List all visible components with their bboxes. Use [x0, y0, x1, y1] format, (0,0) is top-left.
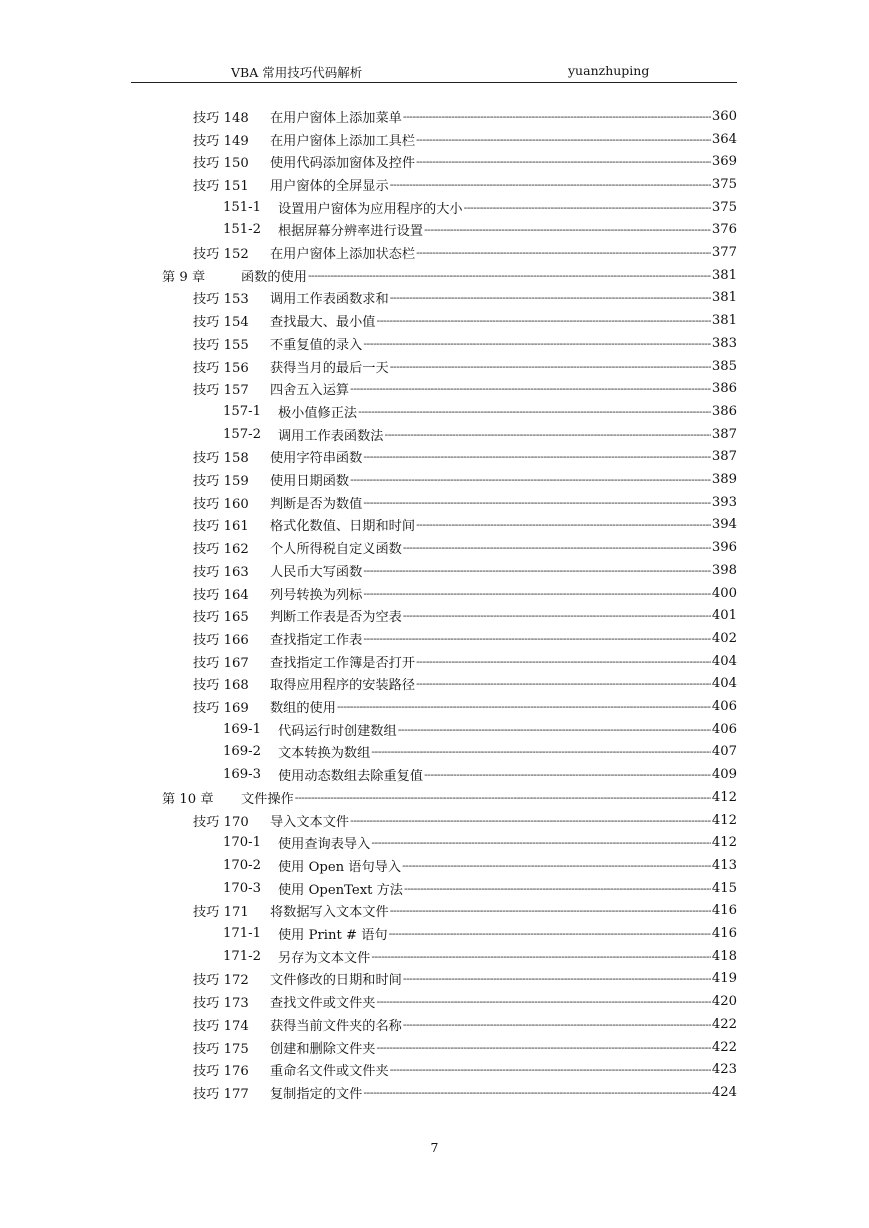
toc-entry-number: 技巧 151 — [193, 178, 249, 194]
toc-entry-title: 使用动态数组去除重复值 — [278, 769, 424, 785]
toc-entry-title: 创建和删除文件夹 — [270, 1041, 376, 1057]
toc-entry-page: 406 — [711, 699, 737, 715]
toc-entry-number: 技巧 168 — [193, 678, 249, 694]
toc-entry-title: 调用工作表函数求和 — [270, 292, 389, 308]
toc-dot-leader — [390, 1063, 711, 1076]
toc-entry-page: 398 — [711, 562, 737, 578]
toc-entry-page: 400 — [711, 585, 737, 601]
toc-dot-leader — [402, 859, 711, 872]
toc-dot-leader — [416, 677, 711, 690]
toc-entry-number: 169-3 — [223, 767, 262, 783]
toc-entry-number: 技巧 170 — [193, 814, 249, 830]
toc-entry-number: 技巧 171 — [193, 905, 249, 921]
toc-entry-page: 364 — [711, 131, 737, 147]
toc-entry-page: 386 — [711, 403, 737, 419]
toc-tip-entry[interactable] — [193, 514, 737, 537]
toc-entry-title: 获得当月的最后一天 — [270, 360, 389, 376]
toc-dot-leader — [363, 587, 711, 600]
toc-entry-page: 419 — [711, 971, 737, 987]
toc-entry-number: 技巧 169 — [193, 701, 249, 717]
toc-entry-page: 422 — [711, 1016, 737, 1032]
toc-entry-title: 数组的使用 — [270, 701, 336, 717]
toc-dot-leader — [308, 269, 711, 282]
toc-tip-entry[interactable] — [193, 446, 737, 469]
toc-entry-page: 376 — [711, 222, 737, 238]
toc-entry-page: 387 — [711, 426, 737, 442]
toc-entry-page: 416 — [711, 926, 737, 942]
toc-entry-title: 根据屏幕分辨率进行设置 — [278, 224, 424, 240]
toc-dot-leader — [350, 473, 711, 486]
toc-tip-entry[interactable] — [193, 1058, 737, 1081]
toc-entry-title: 使用日期函数 — [270, 474, 350, 490]
toc-subentry[interactable] — [223, 741, 737, 764]
toc-tip-entry[interactable] — [193, 128, 737, 151]
toc-entry-title: 函数的使用 — [241, 269, 307, 285]
toc-entry-title: 使用字符串函数 — [270, 451, 363, 467]
toc-entry-page: 386 — [711, 381, 737, 397]
toc-entry-title: 取得应用程序的安装路径 — [270, 678, 416, 694]
toc-tip-entry[interactable] — [193, 105, 737, 128]
toc-entry-page: 402 — [711, 630, 737, 646]
toc-entry-title: 在用户窗体上添加状态栏 — [270, 247, 416, 263]
toc-subentry[interactable] — [223, 945, 737, 968]
toc-dot-leader — [416, 246, 711, 259]
toc-dot-leader — [377, 1041, 711, 1054]
toc-subentry[interactable] — [223, 877, 737, 900]
toc-entry-title: 个人所得税自定义函数 — [270, 542, 402, 558]
toc-dot-leader — [390, 360, 711, 373]
toc-tip-entry[interactable] — [193, 1013, 737, 1036]
toc-entry-page: 383 — [711, 335, 737, 351]
toc-entry-page: 360 — [711, 108, 737, 124]
toc-entry-title: 不重复值的录入 — [270, 337, 363, 353]
toc-dot-leader — [363, 450, 711, 463]
toc-dot-leader — [424, 223, 711, 236]
toc-entry-page: 404 — [711, 676, 737, 692]
toc-tip-entry[interactable] — [193, 559, 737, 582]
toc-dot-leader — [389, 927, 711, 940]
toc-entry-page: 375 — [711, 199, 737, 215]
toc-subentry[interactable] — [223, 763, 737, 786]
toc-tip-entry[interactable] — [193, 241, 737, 264]
toc-entry-number: 技巧 164 — [193, 587, 249, 603]
toc-entry-page: 381 — [711, 313, 737, 329]
toc-entry-title: 人民币大写函数 — [270, 564, 363, 580]
toc-entry-title: 在用户窗体上添加菜单 — [270, 110, 402, 126]
toc-entry-page: 385 — [711, 358, 737, 374]
toc-tip-entry[interactable] — [193, 604, 737, 627]
toc-dot-leader — [377, 314, 711, 327]
toc-entry-title: 文件修改的日期和时间 — [270, 973, 402, 989]
toc-entry-page: 412 — [711, 835, 737, 851]
toc-dot-leader — [416, 655, 711, 668]
toc-entry-title: 使用代码添加窗体及控件 — [270, 156, 416, 172]
toc-entry-title: 调用工作表函数法 — [278, 428, 384, 444]
toc-entry-number: 157-1 — [223, 403, 262, 419]
toc-entry-page: 401 — [711, 608, 737, 624]
toc-dot-leader — [403, 609, 711, 622]
toc-tip-entry[interactable] — [193, 1081, 737, 1104]
toc-tip-entry[interactable] — [193, 536, 737, 559]
toc-entry-number: 第 10 章 — [162, 791, 214, 807]
toc-tip-entry[interactable] — [193, 355, 737, 378]
toc-entry-number: 技巧 174 — [193, 1018, 249, 1034]
toc-tip-entry[interactable] — [193, 468, 737, 491]
toc-entry-title: 在用户窗体上添加工具栏 — [270, 133, 416, 149]
toc-entry-title: 代码运行时创建数组 — [278, 723, 397, 739]
toc-entry-page: 413 — [711, 857, 737, 873]
header-book-title: VBA 常用技巧代码解析 — [231, 65, 363, 80]
toc-entry-page: 375 — [711, 176, 737, 192]
toc-entry-number: 技巧 161 — [193, 519, 249, 535]
toc-entry-title: 文件操作 — [241, 791, 294, 807]
toc-dot-leader — [371, 950, 711, 963]
toc-tip-entry[interactable] — [193, 377, 737, 400]
toc-entry-title: 使用 Print # 语句 — [278, 928, 388, 944]
page-number: 7 — [430, 1140, 439, 1155]
toc-entry-number: 技巧 167 — [193, 655, 249, 671]
toc-subentry[interactable] — [223, 718, 737, 741]
toc-entry-number: 170-1 — [223, 835, 262, 851]
toc-dot-leader — [403, 1018, 711, 1031]
toc-tip-entry[interactable] — [193, 1036, 737, 1059]
toc-entry-number: 技巧 149 — [193, 133, 249, 149]
toc-dot-leader — [350, 382, 711, 395]
toc-dot-leader — [398, 723, 711, 736]
toc-entry-title: 判断工作表是否为空表 — [270, 610, 402, 626]
toc-entry-title: 文本转换为数组 — [278, 746, 371, 762]
toc-dot-leader — [416, 155, 711, 168]
toc-entry-number: 151-1 — [223, 199, 262, 215]
toc-tip-entry[interactable] — [193, 332, 737, 355]
toc-entry-page: 422 — [711, 1039, 737, 1055]
toc-subentry[interactable] — [223, 400, 737, 423]
toc-entry-page: 377 — [711, 245, 737, 261]
toc-entry-number: 169-2 — [223, 744, 262, 760]
toc-tip-entry[interactable] — [193, 650, 737, 673]
toc-entry-number: 技巧 177 — [193, 1086, 249, 1102]
toc-entry-number: 技巧 160 — [193, 496, 249, 512]
toc-entry-title: 格式化数值、日期和时间 — [270, 519, 416, 535]
toc-subentry[interactable] — [223, 423, 737, 446]
toc-entry-number: 技巧 152 — [193, 247, 249, 263]
toc-entry-number: 技巧 150 — [193, 156, 249, 172]
toc-dot-leader — [464, 201, 711, 214]
toc-entry-page: 407 — [711, 744, 737, 760]
toc-dot-leader — [385, 428, 711, 441]
toc-dot-leader — [404, 882, 711, 895]
toc-entry-number: 技巧 159 — [193, 474, 249, 490]
toc-entry-number: 157-2 — [223, 426, 262, 442]
toc-entry-page: 412 — [711, 789, 737, 805]
toc-entry-number: 技巧 176 — [193, 1064, 249, 1080]
toc-dot-leader — [358, 405, 711, 418]
toc-dot-leader — [363, 1086, 711, 1099]
toc-entry-page: 412 — [711, 812, 737, 828]
toc-tip-entry[interactable] — [193, 900, 737, 923]
toc-dot-leader — [390, 291, 711, 304]
toc-entry-title: 复制指定的文件 — [270, 1086, 363, 1102]
toc-dot-leader — [363, 564, 711, 577]
toc-entry-page: 404 — [711, 653, 737, 669]
toc-entry-number: 技巧 148 — [193, 110, 249, 126]
toc-entry-number: 技巧 157 — [193, 383, 249, 399]
toc-entry-page: 389 — [711, 472, 737, 488]
toc-tip-entry[interactable] — [193, 173, 737, 196]
toc-entry-page: 394 — [711, 517, 737, 533]
toc-entry-title: 使用查询表导入 — [278, 837, 371, 853]
toc-entry-number: 技巧 162 — [193, 542, 249, 558]
toc-tip-entry[interactable] — [193, 309, 737, 332]
toc-dot-leader — [416, 518, 711, 531]
toc-tip-entry[interactable] — [193, 990, 737, 1013]
toc-entry-title: 使用 Open 语句导入 — [278, 859, 402, 875]
toc-entry-title: 设置用户窗体为应用程序的大小 — [278, 201, 463, 217]
toc-entry-page: 424 — [711, 1084, 737, 1100]
toc-entry-page: 415 — [711, 880, 737, 896]
toc-entry-number: 151-2 — [223, 222, 262, 238]
toc-subentry[interactable] — [223, 219, 737, 242]
toc-tip-entry[interactable] — [193, 695, 737, 718]
toc-entry-page: 418 — [711, 948, 737, 964]
toc-entry-title: 将数据写入文本文件 — [270, 905, 389, 921]
toc-entry-number: 技巧 156 — [193, 360, 249, 376]
toc-entry-title: 查找指定工作表 — [270, 632, 363, 648]
toc-dot-leader — [337, 700, 711, 713]
toc-entry-page: 369 — [711, 154, 737, 170]
toc-tip-entry[interactable] — [193, 582, 737, 605]
toc-entry-number: 170-3 — [223, 880, 262, 896]
toc-tip-entry[interactable] — [193, 968, 737, 991]
toc-entry-number: 第 9 章 — [162, 269, 206, 285]
toc-tip-entry[interactable] — [193, 673, 737, 696]
toc-entry-number: 170-2 — [223, 857, 262, 873]
toc-dot-leader — [424, 768, 711, 781]
toc-entry-page: 416 — [711, 903, 737, 919]
toc-entry-page: 387 — [711, 449, 737, 465]
toc-dot-leader — [403, 972, 711, 985]
toc-tip-entry[interactable] — [193, 287, 737, 310]
toc-dot-leader — [403, 541, 711, 554]
toc-dot-leader — [295, 791, 711, 804]
toc-entry-page: 393 — [711, 494, 737, 510]
toc-entry-number: 169-1 — [223, 721, 262, 737]
toc-dot-leader — [390, 178, 711, 191]
toc-dot-leader — [390, 904, 711, 917]
header-author: yuanzhuping — [568, 63, 650, 78]
toc-dot-leader — [371, 836, 711, 849]
toc-subentry[interactable] — [223, 196, 737, 219]
toc-entry-number: 技巧 154 — [193, 315, 249, 331]
toc-dot-leader — [416, 133, 711, 146]
toc-entry-page: 396 — [711, 540, 737, 556]
toc-entry-title: 查找最大、最小值 — [270, 315, 376, 331]
toc-dot-leader — [371, 745, 711, 758]
toc-entry-number: 技巧 173 — [193, 996, 249, 1012]
toc-chapter-entry[interactable] — [162, 786, 737, 809]
toc-entry-number: 技巧 172 — [193, 973, 249, 989]
toc-entry-page: 420 — [711, 994, 737, 1010]
toc-entry-title: 使用 OpenText 方法 — [278, 882, 403, 898]
toc-subentry[interactable] — [223, 922, 737, 945]
toc-tip-entry[interactable] — [193, 491, 737, 514]
toc-entry-number: 171-2 — [223, 948, 262, 964]
toc-entry-number: 技巧 155 — [193, 337, 249, 353]
toc-subentry[interactable] — [223, 854, 737, 877]
toc-dot-leader — [350, 814, 711, 827]
toc-tip-entry[interactable] — [193, 809, 737, 832]
toc-tip-entry[interactable] — [193, 627, 737, 650]
toc-entry-page: 409 — [711, 767, 737, 783]
toc-tip-entry[interactable] — [193, 150, 737, 173]
toc-entry-title: 查找文件或文件夹 — [270, 996, 376, 1012]
toc-entry-title: 获得当前文件夹的名称 — [270, 1018, 402, 1034]
toc-entry-page: 423 — [711, 1062, 737, 1078]
toc-entry-number: 技巧 153 — [193, 292, 249, 308]
toc-entry-title: 另存为文本文件 — [278, 950, 371, 966]
toc-entry-number: 技巧 175 — [193, 1041, 249, 1057]
toc-entry-title: 查找指定工作簿是否打开 — [270, 655, 416, 671]
toc-entry-page: 381 — [711, 267, 737, 283]
toc-entry-number: 171-1 — [223, 926, 262, 942]
toc-entry-title: 重命名文件或文件夹 — [270, 1064, 389, 1080]
toc-chapter-entry[interactable] — [162, 264, 737, 287]
toc-dot-leader — [363, 496, 711, 509]
toc-entry-title: 导入文本文件 — [270, 814, 350, 830]
toc-dot-leader — [403, 110, 711, 123]
toc-entry-title: 判断是否为数值 — [270, 496, 363, 512]
toc-entry-title: 用户窗体的全屏显示 — [270, 178, 389, 194]
toc-entry-number: 技巧 163 — [193, 564, 249, 580]
toc-dot-leader — [363, 632, 711, 645]
running-header — [131, 62, 737, 83]
toc-entry-number: 技巧 158 — [193, 451, 249, 467]
toc-dot-leader — [377, 995, 711, 1008]
toc-entry-page: 406 — [711, 721, 737, 737]
toc-entry-page: 381 — [711, 290, 737, 306]
toc-entry-title: 列号转换为列标 — [270, 587, 363, 603]
toc-entry-number: 技巧 165 — [193, 610, 249, 626]
toc-dot-leader — [363, 337, 711, 350]
toc-subentry[interactable] — [223, 831, 737, 854]
toc-entry-title: 四舍五入运算 — [270, 383, 350, 399]
toc-entry-number: 技巧 166 — [193, 632, 249, 648]
toc-entry-title: 极小值修正法 — [278, 405, 358, 421]
